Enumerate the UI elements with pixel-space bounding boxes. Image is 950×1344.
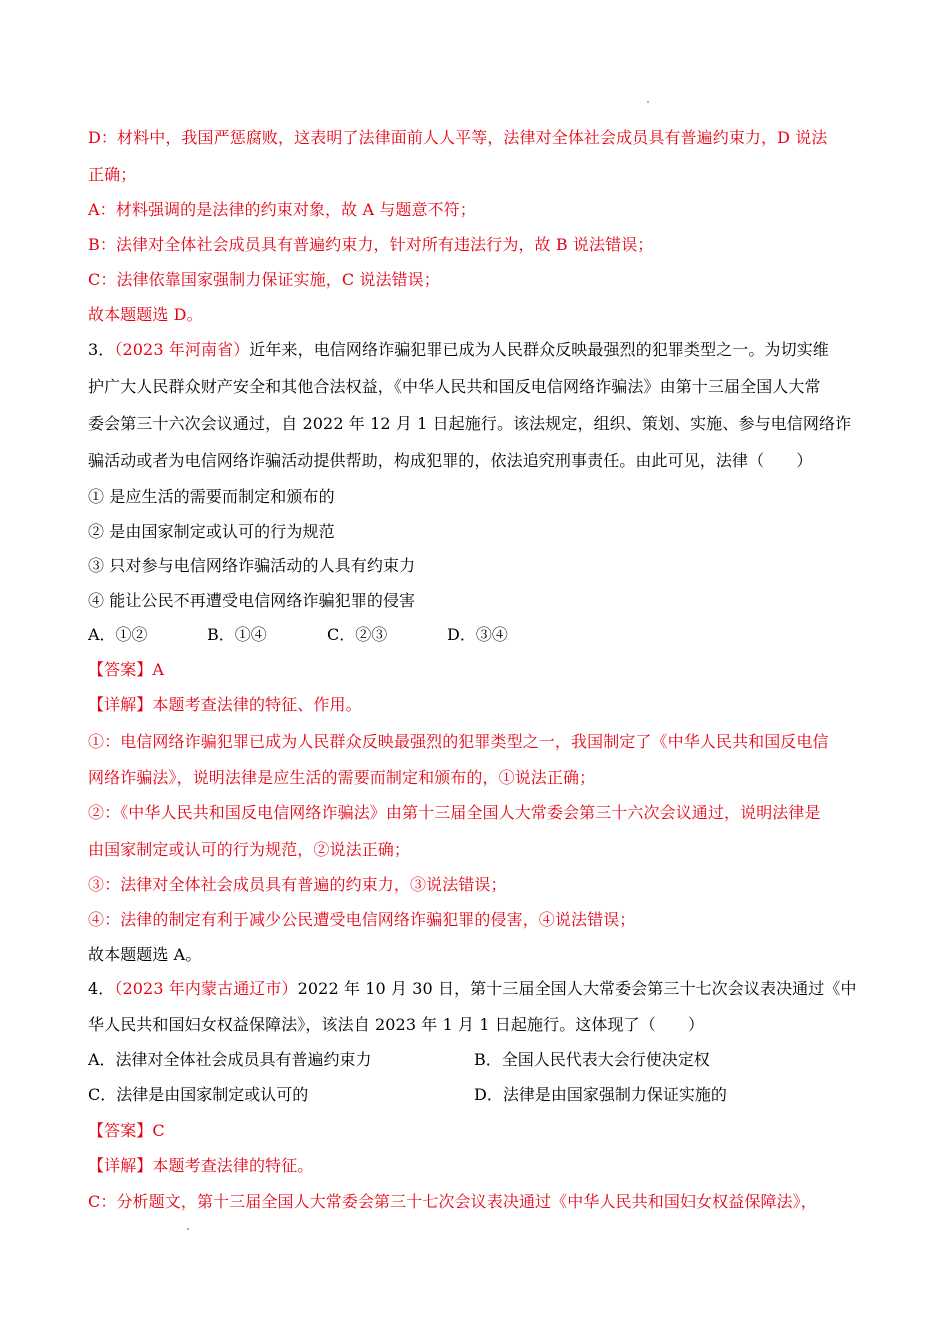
- q3-option-d: D．③④: [447, 625, 508, 644]
- q4-option-d: D．法律是由国家强制力保证实施的: [474, 1085, 727, 1104]
- q4-answer: 【答案】C: [88, 1121, 165, 1140]
- q3-option-b: B．①④: [207, 625, 267, 644]
- q4-detail: 【详解】本题考查法律的特征。: [88, 1156, 314, 1175]
- q3-option-a: A．①②: [88, 625, 148, 644]
- q4-option-a: A．法律对全体社会成员具有普遍约束力: [88, 1050, 372, 1069]
- q3-source: （2023 年河南省）: [114, 340, 250, 359]
- q2-conclusion: 故本题题选 D。: [88, 305, 203, 324]
- q3-stem-line1: [88, 339, 829, 361]
- q4-stem-text1: 2022 年 10 月 30 日，第十三届全国人大常委会第三十七次会议表决通过《中: [297, 979, 857, 998]
- q4-option-b: B．全国人民代表大会行使决定权: [474, 1050, 710, 1069]
- q3-answer: 【答案】A: [88, 660, 165, 679]
- q2-analysis-a-line: A：材料强调的是法律的约束对象，故 A 与题意不符；: [88, 200, 476, 219]
- q3-stem-line4: 骗活动或者为电信网络诈骗活动提供帮助，构成犯罪的，依法追究刑事责任。由此可见，法律（ ）: [88, 451, 813, 470]
- scan-dot: [187, 1228, 189, 1230]
- q3-detail: 【详解】本题考查法律的特征、作用。: [88, 695, 362, 714]
- q3-statement-1: ① 是应生活的需要而制定和颁布的: [88, 487, 335, 506]
- scan-dot: [647, 101, 649, 103]
- q3-stem-line2: 护广大人民群众财产安全和其他合法权益，《中华人民共和国反电信网络诈骗法》由第十三届全国人大常: [88, 377, 821, 396]
- q3-stem-line3: 委会第三十六次会议通过，自 2022 年 12 月 1 日起施行。该法规定，组织、策划、实施、参与电信网络诈: [88, 414, 852, 433]
- q4-option-c: C．法律是由国家制定或认可的: [88, 1085, 309, 1104]
- q3-statement-3: ③ 只对参与电信网络诈骗活动的人具有约束力: [88, 556, 416, 575]
- q3-analysis-1: ①：电信网络诈骗犯罪已成为人民群众反映最强烈的犯罪类型之一，我国制定了《中华人民共和国反电信: [88, 732, 829, 751]
- q3-statement-2: ② 是由国家制定或认可的行为规范: [88, 522, 335, 541]
- q3-option-c: C．②③: [327, 625, 388, 644]
- q2-analysis-d-line1: D：材料中，我国严惩腐败，这表明了法律面前人人平等，法律对全体社会成员具有普遍约束力，D 说法: [88, 128, 828, 147]
- q4-analysis-1: C：分析题文，第十三届全国人大常委会第三十七次会议表决通过《中华人民共和国妇女权益保障法》，: [88, 1192, 817, 1211]
- q2-analysis-c-line: C：法律依靠国家强制力保证实施，C 说法错误；: [88, 270, 440, 289]
- q3-analysis-6: ④：法律的制定有利于减少公民遭受电信网络诈骗犯罪的侵害，④说法错误；: [88, 910, 636, 929]
- q3-analysis-5: ③：法律对全体社会成员具有普遍的约束力，③说法错误；: [88, 875, 507, 894]
- q4-source: （2023 年内蒙古通辽市）: [114, 979, 298, 998]
- q4-number: 4．: [88, 979, 115, 998]
- q3-analysis-2: 网络诈骗法》，说明法律是应生活的需要而制定和颁布的，①说法正确；: [88, 768, 596, 787]
- q3-analysis-4: 由国家制定或认可的行为规范，②说法正确；: [88, 840, 411, 859]
- q3-analysis-3: ②：《中华人民共和国反电信网络诈骗法》由第十三届全国人大常委会第三十六次会议通过，说明法律是: [88, 803, 821, 822]
- q4-stem-line1: [88, 978, 857, 1000]
- q2-analysis-d-line2: 正确；: [88, 165, 137, 184]
- q3-number: 3．: [88, 340, 115, 359]
- q4-stem-line2: 华人民共和国妇女权益保障法》，该法自 2023 年 1 月 1 日起施行。这体现了（ ）: [88, 1015, 705, 1034]
- q3-statement-4: ④ 能让公民不再遭受电信网络诈骗犯罪的侵害: [88, 591, 416, 610]
- q3-conclusion: 故本题题选 A。: [88, 945, 202, 964]
- q2-analysis-b-line: B：法律对全体社会成员具有普遍约束力，针对所有违法行为，故 B 说法错误；: [88, 235, 654, 254]
- q3-stem-text1: 近年来，电信网络诈骗犯罪已成为人民群众反映最强烈的犯罪类型之一。为切实维: [249, 340, 829, 359]
